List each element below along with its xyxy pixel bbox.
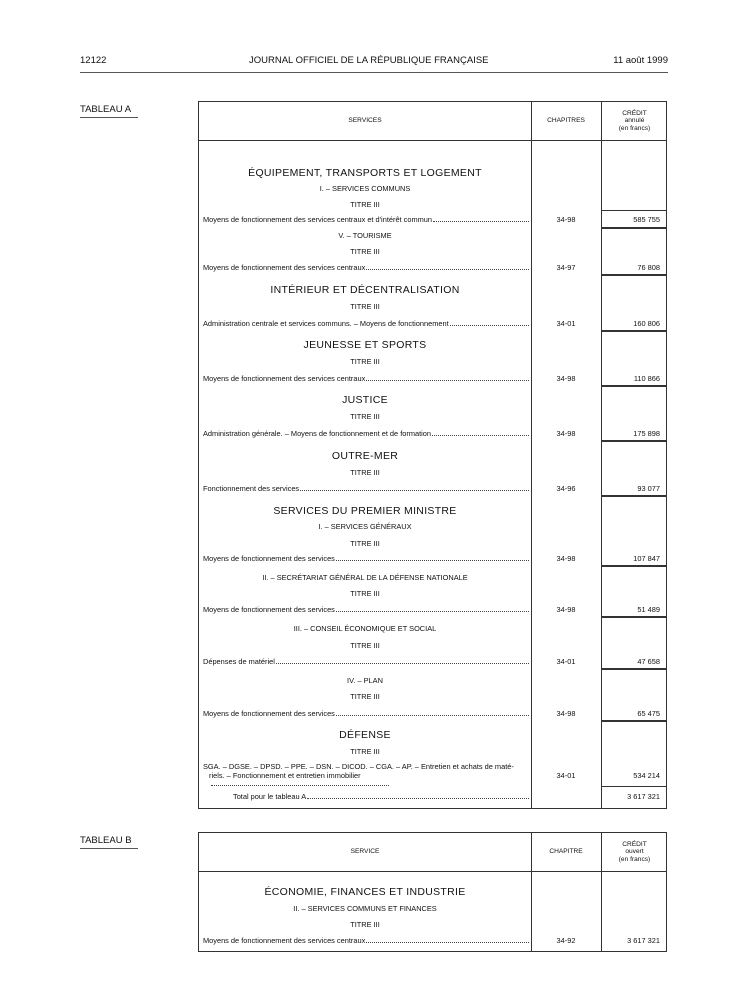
row-chapitre: 34-01 xyxy=(556,319,576,328)
table-row xyxy=(203,374,531,383)
row-chapitre: 34-98 xyxy=(556,605,576,614)
leader-dots xyxy=(211,785,389,786)
leader-dots xyxy=(336,611,529,612)
total-label: Total pour le tableau A xyxy=(233,792,307,801)
journal-title: JOURNAL OFFICIEL DE LA RÉPUBLIQUE FRANÇAISE xyxy=(249,55,489,66)
publication-date: 11 août 1999 xyxy=(613,55,668,66)
titre-label: TITRE III xyxy=(350,302,380,311)
row-label: Moyens de fonctionnement des services xyxy=(203,605,335,614)
total-row xyxy=(233,792,531,801)
section-title: JEUNESSE ET SPORTS xyxy=(303,339,427,351)
leader-dots xyxy=(276,663,529,664)
row-label-continued: riels. – Fonctionnement et entretien immobilier xyxy=(203,771,531,789)
tableau-b xyxy=(198,832,667,952)
titre-label: TITRE III xyxy=(350,357,380,366)
tableau-a-label: TABLEAU A xyxy=(80,104,138,118)
row-credit: 534 214 xyxy=(633,771,660,780)
row-chapitre: 34-01 xyxy=(556,771,576,780)
row-chapitre: 34-98 xyxy=(556,429,576,438)
titre-label: TITRE III xyxy=(350,920,380,929)
section-title: ÉCONOMIE, FINANCES ET INDUSTRIE xyxy=(264,886,466,898)
section-subtitle: V. – TOURISME xyxy=(338,231,392,240)
section-title: DÉFENSE xyxy=(339,729,391,741)
row-chapitre: 34-98 xyxy=(556,374,576,383)
row-credit: 76 808 xyxy=(637,263,660,272)
row-label: Dépenses de matériel xyxy=(203,657,275,666)
table-row xyxy=(203,709,531,718)
column-divider xyxy=(601,102,602,808)
credit-box-top xyxy=(601,210,666,211)
table-row xyxy=(203,215,531,224)
row-credit: 65 475 xyxy=(637,709,660,718)
titre-label: TITRE III xyxy=(350,589,380,598)
titre-label: TITRE III xyxy=(350,747,380,756)
credit-box-top xyxy=(601,565,666,567)
leader-dots xyxy=(432,435,529,436)
section-title: INTÉRIEUR ET DÉCENTRALISATION xyxy=(270,284,460,296)
row-chapitre: 34-92 xyxy=(556,936,576,945)
credit-box-top xyxy=(601,330,666,332)
section-subtitle: III. – CONSEIL ÉCONOMIQUE ET SOCIAL xyxy=(293,624,437,633)
titre-label: TITRE III xyxy=(350,412,380,421)
row-credit: 110 866 xyxy=(633,374,660,383)
header-credit-line: (en francs) xyxy=(618,855,651,863)
row-credit: 51 489 xyxy=(637,605,660,614)
row-credit: 107 847 xyxy=(633,554,660,563)
credit-box-top xyxy=(601,440,666,442)
table-row xyxy=(203,657,531,666)
titre-label: TITRE III xyxy=(350,247,380,256)
header-service: SERVICE xyxy=(350,848,380,856)
leader-dots xyxy=(366,380,529,381)
leader-dots xyxy=(433,221,529,222)
row-chapitre: 34-01 xyxy=(556,657,576,666)
leader-dots xyxy=(300,490,529,491)
section-subtitle: I. – SERVICES GÉNÉRAUX xyxy=(318,522,412,531)
section-title: OUTRE-MER xyxy=(331,450,399,462)
header-chapitre: CHAPITRE xyxy=(549,848,583,856)
table-row xyxy=(203,936,531,945)
table-row xyxy=(203,484,531,493)
row-label: Moyens de fonctionnement des services centraux xyxy=(203,263,366,272)
column-divider xyxy=(531,102,532,808)
header-services: SERVICES xyxy=(348,117,382,125)
row-credit: 93 077 xyxy=(637,484,660,493)
credit-box-top xyxy=(601,385,666,387)
row-chapitre: 34-97 xyxy=(556,263,576,272)
credit-box-top xyxy=(601,616,666,618)
header-rule xyxy=(80,72,668,73)
row-chapitre: 34-98 xyxy=(556,215,576,224)
total-credit: 3 617 321 xyxy=(627,792,660,801)
header-credit-line: ouvert xyxy=(625,848,644,856)
credit-box-top xyxy=(601,786,666,787)
header-credit-line: CRÉDIT xyxy=(622,840,647,848)
tableau-a xyxy=(198,101,667,809)
tableau-b-label: TABLEAU B xyxy=(80,835,138,849)
row-label: Administration générale. – Moyens de fonctionnement et de formation xyxy=(203,429,432,438)
row-chapitre: 34-98 xyxy=(556,554,576,563)
row-label: Moyens de fonctionnement des services xyxy=(203,709,335,718)
section-subtitle: IV. – PLAN xyxy=(347,676,383,685)
table-row xyxy=(203,554,531,563)
row-chapitre: 34-98 xyxy=(556,709,576,718)
section-title: ÉQUIPEMENT, TRANSPORTS ET LOGEMENT xyxy=(248,167,482,179)
header-credit xyxy=(601,833,668,871)
credit-box-top xyxy=(601,274,666,276)
table-row xyxy=(203,429,531,438)
leader-dots xyxy=(366,942,529,943)
header-credit-line: CRÉDIT xyxy=(622,109,647,117)
credit-box-top xyxy=(601,668,666,670)
row-label: Fonctionnement des services xyxy=(203,484,300,493)
row-label: Administration centrale et services communs. – Moyens de fonctionnement xyxy=(203,319,449,328)
table-row-multiline xyxy=(203,762,531,789)
row-label: SGA. – DGSE. – DPSD. – PPE. – DSN. – DICOD. – CGA. – AP. – Entretien et achats de maté- xyxy=(203,762,514,771)
row-label: Moyens de fonctionnement des services centraux xyxy=(203,374,366,383)
row-credit: 160 806 xyxy=(633,319,660,328)
page-number: 12122 xyxy=(80,55,107,66)
row-credit: 3 617 321 xyxy=(627,936,660,945)
leader-dots xyxy=(450,325,529,326)
leader-dots xyxy=(366,269,529,270)
leader-dots xyxy=(307,798,529,799)
row-credit: 585 755 xyxy=(633,215,660,224)
credit-box-top xyxy=(601,720,666,722)
row-label: Moyens de fonctionnement des services xyxy=(203,554,335,563)
section-subtitle: II. – SECRÉTARIAT GÉNÉRAL DE LA DÉFENSE NATIONALE xyxy=(262,573,468,582)
table-row xyxy=(203,605,531,614)
section-subtitle: II. – SERVICES COMMUNS ET FINANCES xyxy=(293,904,437,913)
row-label: Moyens de fonctionnement des services centraux xyxy=(203,936,366,945)
row-credit: 175 898 xyxy=(633,429,660,438)
row-label: Moyens de fonctionnement des services centraux et d'intérêt commun xyxy=(203,215,432,224)
row-credit: 47 658 xyxy=(637,657,660,666)
table-header xyxy=(199,102,666,141)
table-header xyxy=(199,833,666,872)
section-subtitle: I. – SERVICES COMMUNS xyxy=(319,184,411,193)
titre-label: TITRE III xyxy=(350,539,380,548)
header-chapitres: CHAPITRES xyxy=(547,117,585,125)
row-chapitre: 34-96 xyxy=(556,484,576,493)
credit-box-top xyxy=(601,495,666,497)
titre-label: TITRE III xyxy=(350,468,380,477)
table-row xyxy=(203,263,531,272)
leader-dots xyxy=(336,715,529,716)
leader-dots xyxy=(336,560,529,561)
header-credit-line: (en francs) xyxy=(618,124,651,132)
table-row xyxy=(203,319,531,328)
titre-label: TITRE III xyxy=(350,641,380,650)
section-title: SERVICES DU PREMIER MINISTRE xyxy=(273,505,457,517)
header-credit xyxy=(601,102,668,140)
section-title: JUSTICE xyxy=(342,394,388,406)
titre-label: TITRE III xyxy=(350,692,380,701)
credit-box-top xyxy=(601,227,666,229)
titre-label: TITRE III xyxy=(350,200,380,209)
header-credit-line: annulé xyxy=(624,117,645,125)
